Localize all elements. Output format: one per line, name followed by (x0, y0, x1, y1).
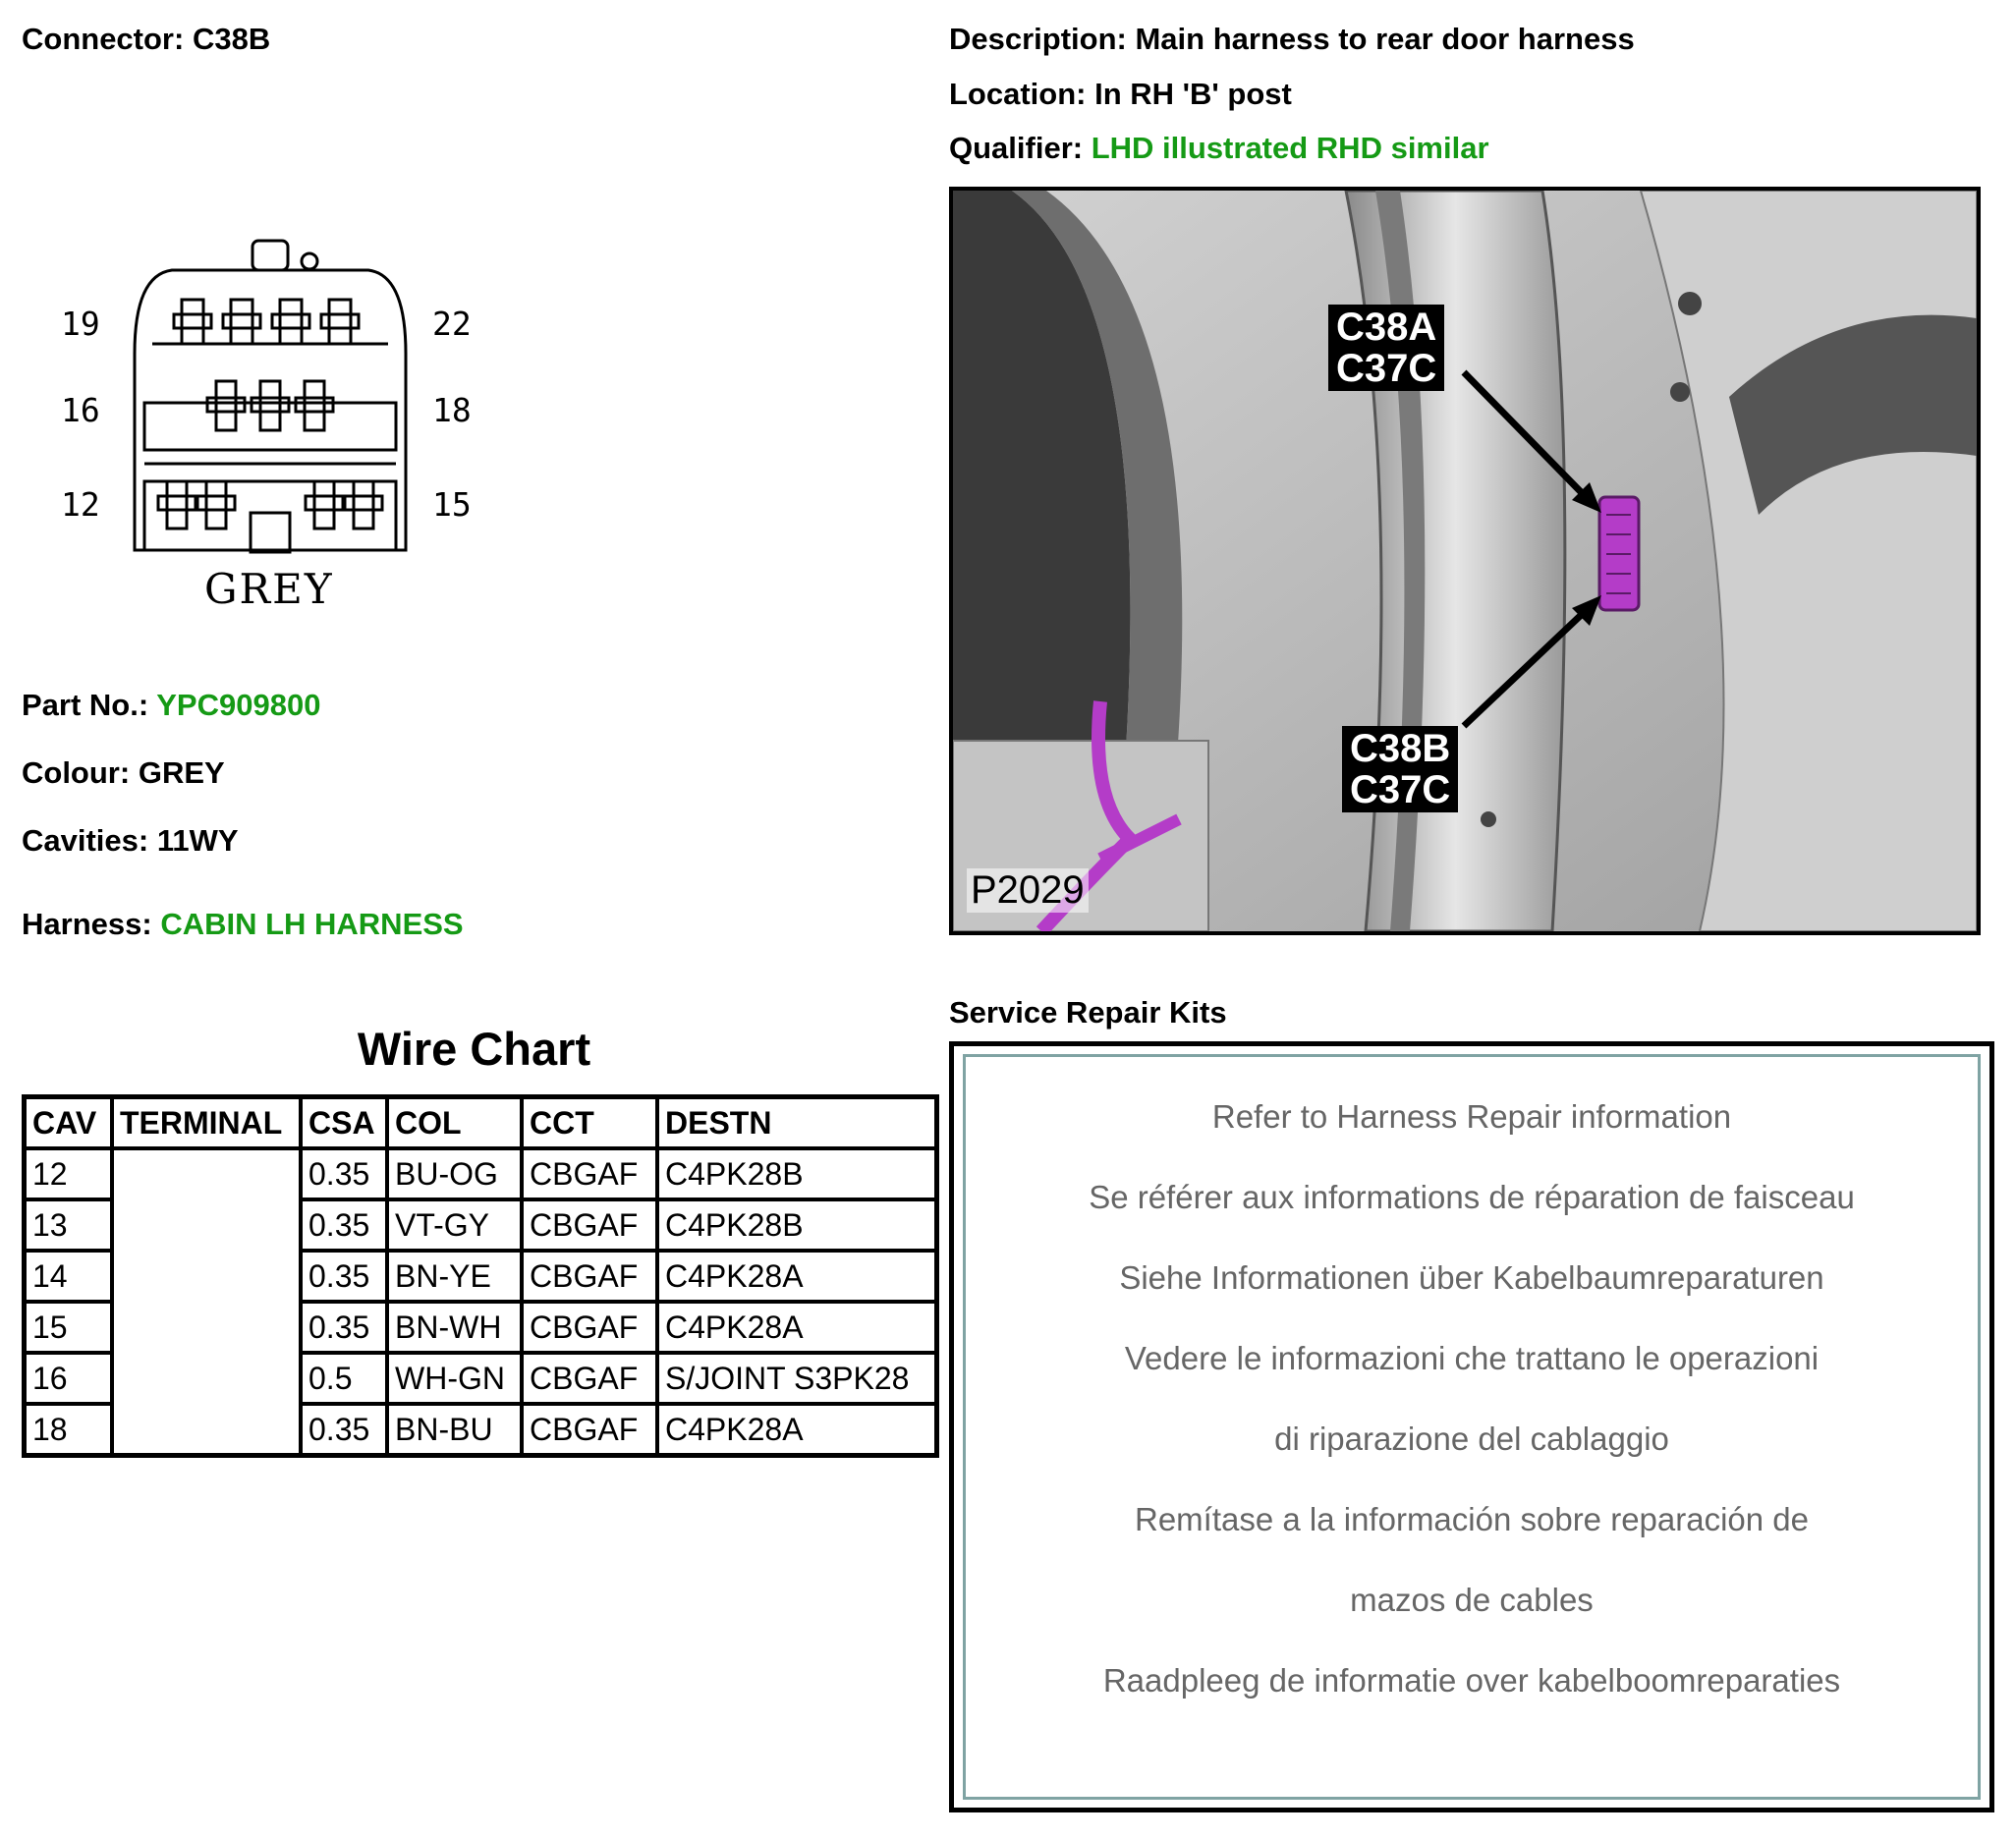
kit-line-es-1: Remítase a la información sobre reparación de (1134, 1501, 1810, 1537)
connector-colour-text: GREY (204, 565, 334, 613)
callout-top-line-1: C38A (1336, 306, 1437, 349)
part-label: Part No.: (22, 688, 149, 722)
cell-cct: CBGAF (522, 1404, 657, 1456)
description-line (949, 22, 1635, 57)
connector-value: C38B (192, 22, 271, 56)
connector-heading (22, 22, 270, 57)
cell-cav: 12 (25, 1148, 113, 1199)
cell-cav: 18 (25, 1404, 113, 1456)
cell-cav: 13 (25, 1199, 113, 1251)
photo-ref: P2029 (967, 868, 1089, 913)
cell-cct: CBGAF (522, 1353, 657, 1404)
pin-label-22: 22 (432, 305, 472, 343)
terminal-row-top (174, 300, 359, 344)
cell-terminal (112, 1148, 301, 1456)
terminal-row-middle (207, 381, 333, 430)
harness-value: CABIN LH HARNESS (160, 907, 464, 941)
callout-bottom-line-2: C37C (1350, 768, 1451, 811)
cell-col: BU-OG (387, 1148, 522, 1199)
location-line (949, 77, 1292, 112)
cell-col: WH-GN (387, 1353, 522, 1404)
kit-line-es-2: mazos de cables (1350, 1582, 1594, 1618)
pin-label-15: 15 (432, 485, 472, 524)
cavities-label: Cavities: (22, 823, 149, 858)
cell-cav: 16 (25, 1353, 113, 1404)
cell-cav: 15 (25, 1302, 113, 1353)
cell-csa: 0.35 (301, 1302, 387, 1353)
cell-csa: 0.35 (301, 1251, 387, 1302)
callout-top (1328, 305, 1444, 391)
qualifier-line (949, 131, 1489, 166)
connector-latch (252, 241, 288, 270)
cell-destn: C4PK28B (657, 1148, 937, 1199)
qualifier-label: Qualifier: (949, 131, 1084, 165)
connector-latch-hole (302, 253, 317, 269)
wire-chart-title: Wire Chart (357, 1023, 591, 1075)
cavities-value: 11WY (156, 823, 239, 858)
header-destn: DESTN (657, 1097, 937, 1149)
wire-chart-table (22, 1094, 939, 1458)
kit-line-nl: Raadpleeg de informatie over kabelboomreparaties (1102, 1662, 1841, 1699)
cell-cct: CBGAF (522, 1302, 657, 1353)
cell-csa: 0.5 (301, 1353, 387, 1404)
cell-destn: C4PK28B (657, 1199, 937, 1251)
description-label: Description: (949, 22, 1127, 56)
header-terminal: TERMINAL (112, 1097, 301, 1149)
connector-face-diagram (123, 236, 418, 560)
table-row (25, 1148, 937, 1199)
colour-label: Colour: (22, 755, 131, 790)
pin-label-12: 12 (61, 485, 100, 524)
colour-value: GREY (138, 755, 225, 790)
harness-line (22, 907, 464, 942)
part-value: YPC909800 (156, 688, 321, 722)
cell-cct: CBGAF (522, 1148, 657, 1199)
service-kits-panel (963, 1054, 1981, 1800)
kit-line-it-2: di riparazione del cablaggio (1274, 1421, 1669, 1457)
cell-col: BN-WH (387, 1302, 522, 1353)
location-value: In RH 'B' post (1094, 77, 1292, 111)
location-photo (949, 187, 1981, 935)
colour-line (22, 755, 225, 791)
cell-col: BN-YE (387, 1251, 522, 1302)
b-post-illustration (953, 191, 1977, 931)
header-cct: CCT (522, 1097, 657, 1149)
qualifier-value: LHD illustrated RHD similar (1091, 131, 1489, 165)
description-value: Main harness to rear door harness (1135, 22, 1635, 56)
pin-label-16: 16 (61, 391, 100, 429)
header-cav: CAV (25, 1097, 113, 1149)
cell-csa: 0.35 (301, 1148, 387, 1199)
pin-label-18: 18 (432, 391, 472, 429)
part-number-line (22, 688, 320, 723)
connector-label: Connector: (22, 22, 185, 56)
service-kits-title: Service Repair Kits (949, 995, 1227, 1030)
callout-top-line-2: C37C (1336, 347, 1437, 390)
terminal-row-middle-frame (144, 403, 396, 450)
cell-cct: CBGAF (522, 1199, 657, 1251)
cell-destn: S/JOINT S3PK28 (657, 1353, 937, 1404)
wire-chart-body (25, 1148, 937, 1456)
cell-col: VT-GY (387, 1199, 522, 1251)
cell-destn: C4PK28A (657, 1404, 937, 1456)
cavities-line (22, 823, 239, 859)
kit-line-de: Siehe Informationen über Kabelbaumreparaturen (1119, 1259, 1824, 1296)
kit-line-en: Refer to Harness Repair information (1211, 1098, 1732, 1135)
callout-bottom (1342, 726, 1458, 812)
cell-destn: C4PK28A (657, 1302, 937, 1353)
connector-key (251, 513, 290, 552)
header-col: COL (387, 1097, 522, 1149)
cell-col: BN-BU (387, 1404, 522, 1456)
cell-cav: 14 (25, 1251, 113, 1302)
wire-chart-header-row (25, 1097, 937, 1149)
harness-label: Harness: (22, 907, 152, 941)
kit-line-it-1: Vedere le informazioni che trattano le operazioni (1124, 1340, 1820, 1376)
kit-line-fr: Se référer aux informations de réparation de faisceau (1089, 1179, 1855, 1215)
cell-csa: 0.35 (301, 1404, 387, 1456)
cell-cct: CBGAF (522, 1251, 657, 1302)
header-csa: CSA (301, 1097, 387, 1149)
callout-bottom-line-1: C38B (1350, 727, 1451, 770)
pin-label-19: 19 (61, 305, 100, 343)
cell-csa: 0.35 (301, 1199, 387, 1251)
terminal-row-bottom (158, 481, 382, 529)
location-label: Location: (949, 77, 1087, 111)
cell-destn: C4PK28A (657, 1251, 937, 1302)
